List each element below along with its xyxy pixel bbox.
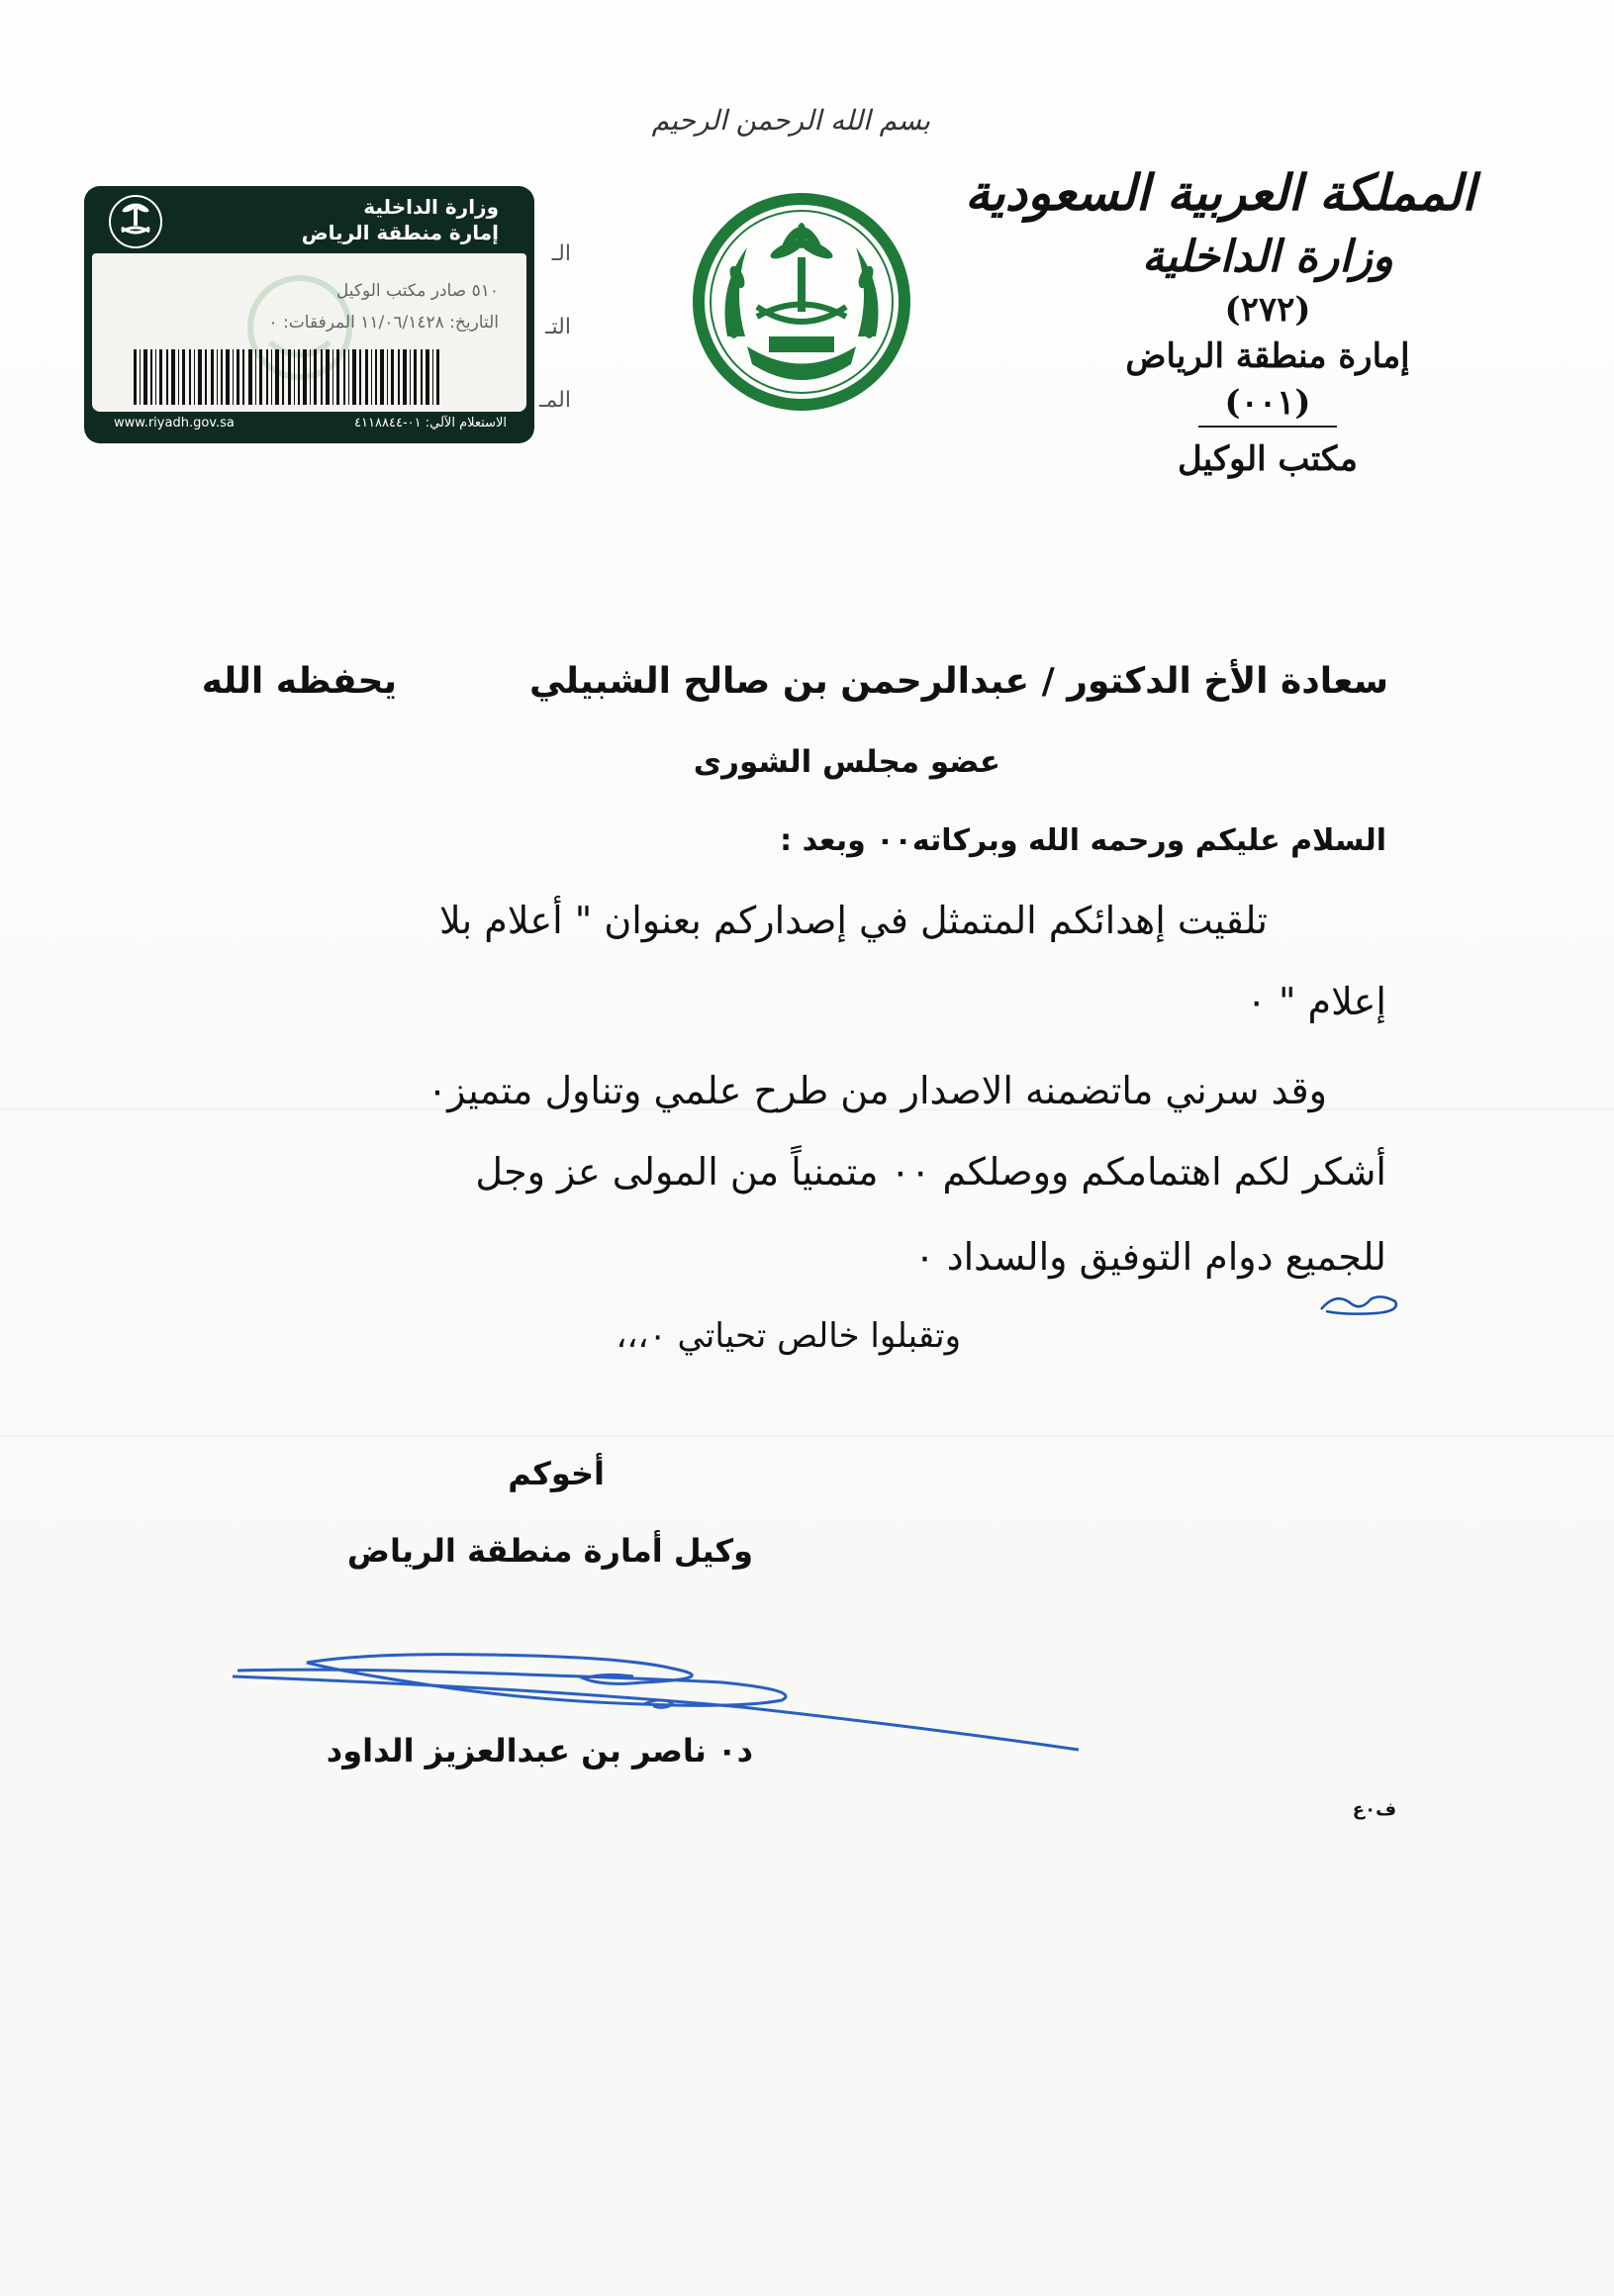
sticker-date: التاريخ: ١١/٠٦/١٤٢٨ المرفقات: ٠ <box>268 313 499 333</box>
sticker-outgoing-number: ٥١٠ صادر مكتب الوكيل <box>335 281 499 301</box>
reference-initials: ف٠ع <box>1352 1799 1396 1820</box>
letterhead <box>964 158 1475 485</box>
closing-line: وتقبلوا خالص تحياتي ٠،،، <box>616 1316 961 1356</box>
recipient-salutation: سعادة الأخ الدكتور / عبدالرحمن بن صالح الشبيلي <box>528 661 1388 702</box>
hidden-form-labels <box>539 218 571 437</box>
ministry-number: (٢٧٢) <box>1224 290 1311 330</box>
sticker-emirate: إمارة منطقة الرياض <box>301 221 499 244</box>
paper-crease <box>0 1435 1614 1437</box>
sticker-ministry: وزارة الداخلية <box>363 195 499 219</box>
office-title: مكتب الوكيل <box>1177 439 1359 479</box>
outgoing-sticker <box>84 186 534 443</box>
form-label: التـ <box>545 315 571 339</box>
ministry-title: وزارة الداخلية <box>1142 232 1393 282</box>
recipient-honorific: يحفظه الله <box>201 661 397 702</box>
basmala: بسم الله الرحمن الرحيم <box>651 104 930 137</box>
signatory-name: د٠ ناصر بن عبدالعزيز الداود <box>326 1732 753 1770</box>
kingdom-title: المملكة العربية السعودية <box>964 163 1475 222</box>
greeting: السلام عليكم ورحمه الله وبركاته٠٠ وبعد : <box>780 823 1386 858</box>
form-label: الـ <box>551 241 571 266</box>
paragraph-line: تلقيت إهدائكم المتمثل في إصداركم بعنوان " أعلام بلا <box>438 899 1268 942</box>
paragraph-line: للجميع دوام التوفيق والسداد ٠ <box>914 1235 1386 1279</box>
handwritten-initial-icon <box>1316 1282 1405 1321</box>
barcode-icon <box>134 349 440 405</box>
emirate-number: (٠٠١) <box>1224 383 1311 423</box>
signatory-role: وكيل أمارة منطقة الرياض <box>346 1532 753 1570</box>
form-label: المـ <box>539 388 571 413</box>
paragraph-line: أشكر لكم اهتمامكم ووصلكم ٠٠ متمنياً من المولى عز وجل <box>475 1150 1386 1194</box>
sticker-emblem-icon <box>108 194 163 249</box>
ministry-emblem-icon <box>688 188 915 416</box>
paragraph-line: إعلام " ٠ <box>1246 980 1386 1023</box>
sticker-url: www.riyadh.gov.sa <box>114 416 235 430</box>
header-underline <box>1198 426 1337 428</box>
recipient-title: عضو مجلس الشورى <box>693 744 1000 780</box>
paragraph-line: وقد سرني ماتضمنه الاصدار من طرح علمي وتناول متميز٠ <box>427 1069 1327 1112</box>
sticker-inquiry: الاستعلام الآلي: ٠١-٤١١٨٨٤٤ <box>354 416 507 430</box>
sticker-header <box>302 194 499 245</box>
signoff-brothers: أخوكم <box>508 1455 605 1492</box>
emirate-title: إمارة منطقة الرياض <box>1125 336 1410 376</box>
